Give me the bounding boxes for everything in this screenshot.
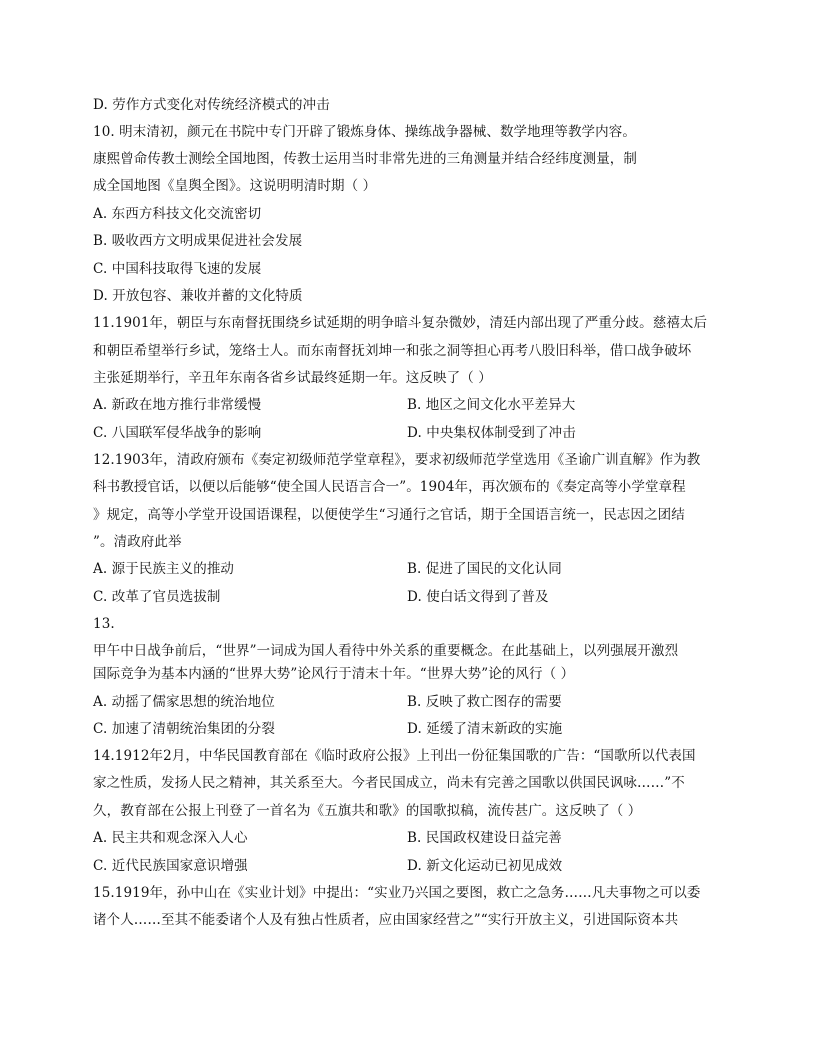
option-12a: A. 源于民族主义的推动: [93, 561, 235, 577]
option-14b: B. 民国政权建设日益完善: [407, 830, 562, 846]
option-11c: C. 八国联军侵华战争的影响: [93, 425, 262, 441]
option-13b: B. 反映了救亡图存的需要: [407, 694, 562, 710]
option-10c: C. 中国科技取得飞速的发展: [93, 261, 262, 277]
question-13-number: 13.: [93, 616, 115, 632]
question-14-stem-line-3: 久，教育部在公报上刊登了一首名为《五旗共和歌》的国歌拟稿，流传甚广。这反映了（ ）: [93, 803, 642, 819]
question-14-stem-line-1: 14.1912年2月，中华民国教育部在《临时政府公报》上刊出一份征集国歌的广告：“国歌所以代表国: [93, 748, 696, 764]
option-11b: B. 地区之间文化水平差异大: [407, 397, 576, 413]
question-15-stem-line-1: 15.1919年，孙中山在《实业计划》中提出：“实业乃兴国之要图，救亡之急务……凡夫事物之可以委: [93, 885, 701, 901]
question-10-stem-line-2: 康熙曾命传教士测绘全国地图，传教士运用当时非常先进的三角测量并结合经纬度测量，制: [93, 151, 637, 167]
question-12-stem-line-1: 12.1903年，清政府颁布《奏定初级师范学堂章程》，要求初级师范学堂选用《圣谕广训直解》作为教: [93, 452, 701, 468]
option-9d: D. 劳作方式变化对传统经济模式的冲击: [93, 97, 330, 113]
question-11-stem-line-3: 主张延期举行，辛丑年东南各省乡试最终延期一年。这反映了（ ）: [93, 370, 492, 386]
option-14a: A. 民主共和观念深入人心: [93, 830, 248, 846]
question-13-stem-line-1: 甲午中日战争前后，“世界”一词成为国人看待中外关系的重要概念。在此基础上，以列强展开激烈: [93, 643, 679, 659]
question-13-stem-line-2: 国际竞争为基本内涵的“世界大势”论风行于清末十年。“世界大势”论的风行（ ）: [93, 666, 575, 682]
option-10a: A. 东西方科技文化交流密切: [93, 206, 262, 222]
question-14-stem-line-2: 家之性质，发扬人民之精神，其关系至大。今者民国成立，尚未有完善之国歌以供国民讽咏……”不: [93, 775, 685, 791]
question-12-stem-line-3: 》规定，高等小学堂开设国语课程，以便使学生“习通行之官话，期于全国语言统一，民志因之团结: [93, 507, 685, 523]
option-14c: C. 近代民族国家意识增强: [93, 858, 248, 874]
question-10-stem-line-1: 10. 明末清初，颜元在书院中专门开辟了锻炼身体、操练战争器械、数学地理等教学内容。: [93, 124, 636, 140]
question-10-stem-line-3: 成全国地图《皇舆全图》。这说明明清时期（ ）: [93, 178, 377, 194]
option-13d: D. 延缓了清末新政的实施: [407, 721, 563, 737]
option-14d: D. 新文化运动已初见成效: [407, 858, 563, 874]
question-11-stem-line-2: 和朝臣希望举行乡试，笼络士人。而东南督抚刘坤一和张之洞等担心再考八股旧科举，借口战争破坏: [93, 343, 692, 359]
question-12-stem-line-2: 科书教授官话，以便以后能够“使全国人民语言合一”。1904年，再次颁布的《奏定高等小学堂章程: [93, 479, 686, 495]
option-12d: D. 使白话文得到了普及: [407, 589, 549, 605]
option-11d: D. 中央集权体制受到了冲击: [407, 425, 576, 441]
option-10b: B. 吸收西方文明成果促进社会发展: [93, 233, 303, 249]
question-11-stem-line-1: 11.1901年，朝臣与东南督抚围绕乡试延期的明争暗斗复杂微妙，清廷内部出现了严重分歧。慈禧太后: [93, 315, 708, 331]
option-13c: C. 加速了清朝统治集团的分裂: [93, 721, 275, 737]
option-13a: A. 动摇了儒家思想的统治地位: [93, 694, 275, 710]
question-15-stem-line-2: 诸个人……至其不能委诸个人及有独占性质者，应由国家经营之”“实行开放主义，引进国际资本共: [93, 912, 679, 928]
option-12b: B. 促进了国民的文化认同: [407, 561, 562, 577]
question-12-stem-line-4: ”。清政府此举: [93, 534, 182, 550]
option-11a: A. 新政在地方推行非常缓慢: [93, 397, 262, 413]
option-12c: C. 改革了官员选拔制: [93, 589, 221, 605]
option-10d: D. 开放包容、兼收并蓄的文化特质: [93, 288, 303, 304]
